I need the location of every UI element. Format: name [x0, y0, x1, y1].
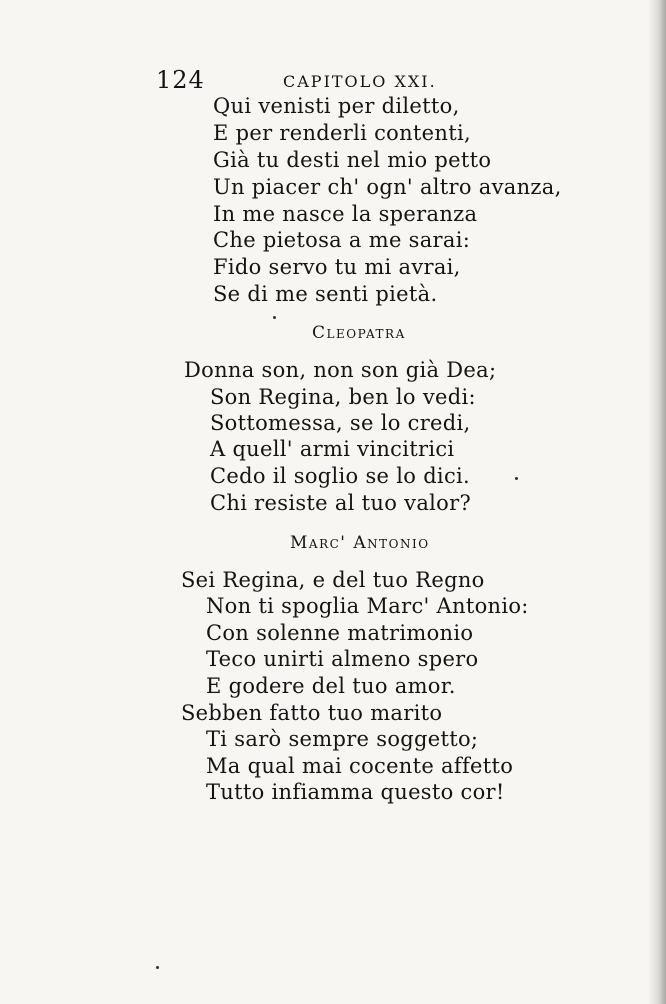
page-number: 124: [156, 66, 205, 94]
running-head: CAPITOLO XXI.: [283, 72, 437, 91]
ink-speck: [273, 316, 276, 319]
verse-line: A quell' armi vincitrici: [210, 437, 455, 461]
verse-line: Non ti spoglia Marc' Antonio:: [206, 594, 529, 618]
verse-line: E godere del tuo amor.: [206, 674, 456, 698]
verse-line: Sottomessa, se lo credi,: [210, 411, 471, 435]
verse-line: Già tu desti nel mio petto: [213, 148, 492, 172]
speaker-heading: Marc' Antonio: [290, 533, 430, 553]
verse-line: Teco unirti almeno spero: [206, 647, 479, 671]
page-edge-shadow: [648, 0, 666, 1004]
verse-line: Che pietosa a me sarai:: [213, 228, 471, 252]
verse-line: Ma qual mai cocente affetto: [206, 754, 514, 778]
verse-line: E per renderli contenti,: [213, 121, 471, 145]
verse-line: Se di me senti pietà.: [213, 282, 438, 306]
verse-line: Son Regina, ben lo vedi:: [210, 385, 476, 409]
verse-line: Cedo il soglio se lo dici.: [210, 464, 471, 488]
verse-line: Donna son, non son già Dea;: [184, 358, 497, 382]
verse-line: Con solenne matrimonio: [206, 621, 474, 645]
verse-line: Sei Regina, e del tuo Regno: [181, 568, 485, 592]
speaker-heading: Cleopatra: [312, 323, 406, 343]
ink-speck: [515, 477, 518, 480]
verse-line: Ti sarò sempre soggetto;: [206, 727, 479, 751]
verse-line: Un piacer ch' ogn' altro avanza,: [213, 175, 562, 199]
verse-line: Qui venisti per diletto,: [213, 94, 460, 118]
verse-line: Fido servo tu mi avrai,: [213, 255, 461, 279]
ink-speck: [156, 966, 159, 969]
verse-line: Tutto infiamma questo cor!: [206, 780, 505, 804]
verse-line: In me nasce la speranza: [213, 202, 478, 226]
verse-line: Sebben fatto tuo marito: [181, 701, 443, 725]
verse-line: Chi resiste al tuo valor?: [210, 491, 471, 515]
